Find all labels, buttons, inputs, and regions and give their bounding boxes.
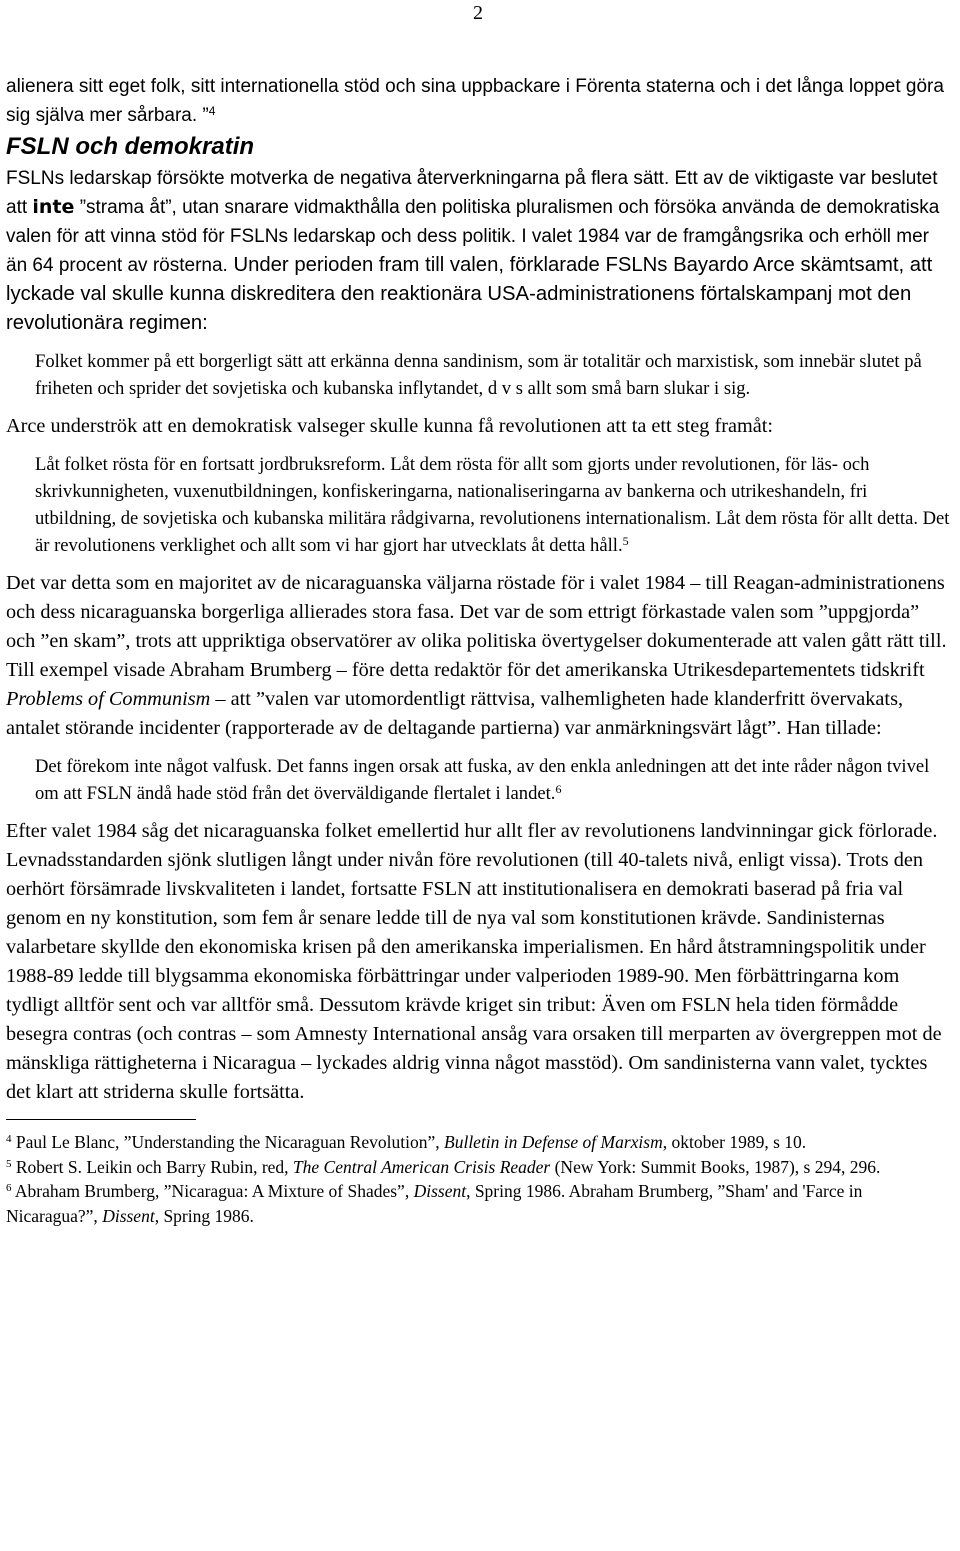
paragraph-2: Arce underströk att en demokratisk valseger skulle kunna få revolutionen att ta ett steg framåt: (6, 415, 774, 437)
block-quote-3: Det förekom inte något valfusk. Det fanns ingen orsak att fuska, av den enkla anledningen att det inte råder någon tvivel om att FSLN ändå hade stöd från det överväldigande flertalet i landet.$^6$ (35, 756, 930, 804)
paragraph-3: Det var detta som en majoritet av de nicaraguanska väljarna röstade för i valet 1984 – till Reagan-administrationens och dess nicaraguanska borgerliga allierades stora fasa. Det var de som ettrigt förkastade valen som ”uppgjorda” och ”en skam”, trots att uppriktiga observatörer av olika politiska övertygelser dokumenterade att valen gått rätt till. Till exempel visade Abraham Brumberg – före detta redaktör för det amerikanska Utrikesdepartementets tidskrift Problems of Communism – att ”valen var utomordentligt rättvisa, valhemligheten hade klanderfritt övervakats, antalet störande incidenter (rapporterade av de deltagande partierna) var anmärkningsvärt lågt”. Han tillade: (6, 572, 947, 739)
footnote-4: $^4$ Paul Le Blanc, ”Understanding the Nicaraguan Revolution”, Bulletin in Defense of Marxism, oktober 1989, s 10. (6, 1132, 807, 1152)
page-number: 2 (473, 2, 483, 24)
footnote-divider (6, 1119, 196, 1120)
footnote-ref-6: 6 (555, 782, 562, 796)
emphasis-inte: inte (32, 196, 75, 218)
footnote-6: $^6$ Abraham Brumberg, ”Nicaragua: A Mixture of Shades”, Dissent, Spring 1986. Abraham Brumberg, ”Sham' and 'Farce in Nicaragua?”, Dissent, Spring 1986. (6, 1181, 863, 1226)
footnote-ref-5: 5 (622, 534, 629, 548)
content (6, 72, 952, 1228)
paragraph-1: FSLNs ledarskap försökte motverka de negativa återverkningarna på flera sätt. Ett av de viktigaste var beslutet att inte ”strama åt”, utan snarare vidmakthålla den politiska pluralismen och försöka använda de demokratiska valen för att vinna stöd för FSLNs ledarskap och dess politik. I valet 1984 var de framgångsrika och erhöll mer än 64 procent av rösterna. Under perioden fram till valen, förklarade FSLNs Bayardo Arce skämtsamt, att lyckade val skulle kunna diskreditera den reaktionära USA-administrationens förtalskampanj mot den revolutionära regimen: (6, 168, 940, 334)
block-quote-1: Folket kommer på ett borgerligt sätt att erkänna denna sandinism, som är totalitär och marxistisk, som innebär slutet på friheten och sprider det sovjetiska och kubanska inflytandet, d v s allt som små barn slukar i sig. (35, 351, 922, 399)
journal-title: Problems of Communism (6, 688, 211, 710)
footnote-ref-4: 4 (208, 104, 216, 118)
section-heading: FSLN och demokratin (6, 133, 255, 160)
paragraph-4: Efter valet 1984 såg det nicaraguanska folket emellertid hur allt fler av revolutionens landvinningar gick förlorade. Levnadsstandarden sjönk slutligen långt under nivån före revolutionen (till 40-talets nivå, enligt vissa). Trots den oerhört försämrade livskvaliteten i landet, fortsatte FSLN att institutionalisera en demokrati baserad på fria val genom en ny konstitution, som fem år senare ledde till de nya val som konstitutionen krävde. Sandinisternas valarbetare skyllde den ekonomiska krisen på den amerikanska imperialismen. En hård åtstramningspolitik under 1988-89 ledde till blygsamma ekonomiska förbättringar under valperioden 1989-90. Men förbättringarna kom tydligt alltför sent och var alltför små. Dessutom krävde kriget sin tribut: Även om FSLN hela tiden förmådde besegra contras (och contras – som Amnesty International ansåg vara orsaken till merparten av övergreppen mot de mänskliga rättigheterna i Nicaragua – lyckades aldrig vinna något masstöd). Om sandinisterna vann valet, tycktes det klart att striderna skulle fortsätta. (6, 820, 942, 1103)
footnote-5: $^5$ Robert S. Leikin och Barry Rubin, red, The Central American Crisis Reader (New York: Summit Books, 1987), s 294, 296. (6, 1156, 881, 1177)
intro-paragraph: alienera sitt eget folk, sitt internationella stöd och sina uppbackare i Förenta staterna och i det långa loppet göra sig själva mer sårbara. ”$^4$ (6, 76, 944, 126)
block-quote-2: Låt folket rösta för en fortsatt jordbruksreform. Låt dem rösta för allt som gjorts under revolutionen, för läs- och skrivkunnigheten, vuxenutbildningen, konfiskeringarna, nationaliseringarna av bankerna och utrikeshandeln, fri utbildning, de sovjetiska och kubanska militära rådgivarna, revolutionens internationalism. Låt dem rösta för allt detta. Det är revolutionens verklighet och allt som vi har gjort har utvecklats åt detta håll.$^5$ (35, 454, 950, 556)
